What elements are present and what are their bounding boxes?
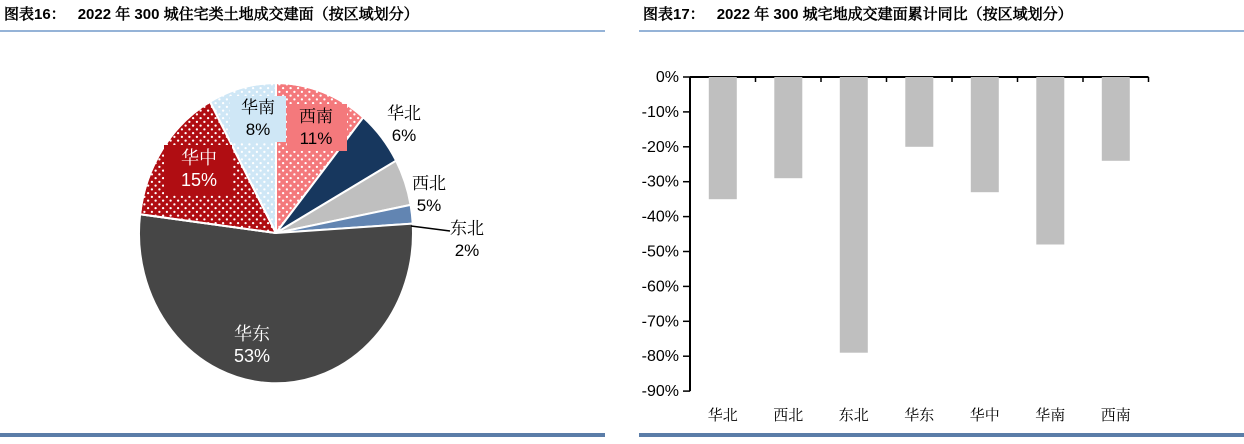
figure16-panel bbox=[0, 0, 605, 444]
figure16-title bbox=[4, 5, 603, 25]
pie-label-value-huadong: 53% bbox=[233, 346, 271, 366]
x-category-label-xinan: 西南 bbox=[1100, 407, 1131, 424]
pie-label-name-xinan: 西南 bbox=[299, 107, 333, 126]
y-tick-label-30: -30% bbox=[641, 173, 679, 191]
bar-huanan bbox=[1036, 77, 1064, 245]
x-category-label-huabei: 华北 bbox=[707, 407, 738, 424]
bar-huazhong bbox=[971, 77, 999, 192]
pie-label-value-huanan: 8% bbox=[245, 120, 271, 139]
pie-chart-land-area-by-region bbox=[0, 32, 605, 430]
x-category-label-huanan: 华南 bbox=[1035, 407, 1066, 424]
bar-xinan bbox=[1102, 77, 1130, 161]
pie-label-name-huadong: 华东 bbox=[234, 324, 270, 344]
x-category-label-huazhong: 华中 bbox=[969, 407, 1000, 424]
figure16-title-number: 图表16： bbox=[4, 6, 66, 23]
pie-label-value-huazhong: 15% bbox=[180, 170, 218, 190]
bar-dongbei bbox=[840, 77, 868, 353]
pie-label-name-xibei: 西北 bbox=[412, 174, 446, 193]
y-tick-label-20: -20% bbox=[641, 138, 679, 156]
bar-chart-yoy-by-region bbox=[639, 32, 1244, 430]
pie-label-value-dongbei: 2% bbox=[454, 241, 480, 260]
y-tick-label-50: -50% bbox=[641, 243, 679, 261]
x-category-label-xibei: 西北 bbox=[773, 407, 804, 424]
pie-label-value-huabei: 6% bbox=[391, 126, 417, 145]
pie-label-value-xinan: 11% bbox=[299, 129, 333, 148]
y-tick-label-40: -40% bbox=[641, 208, 679, 226]
y-tick-label-70: -70% bbox=[641, 313, 679, 331]
y-tick-label-0: 0% bbox=[655, 69, 679, 86]
figure17-bottom-rule bbox=[639, 433, 1244, 437]
pie-label-name-huazhong: 华中 bbox=[181, 148, 217, 168]
pie-label-value-xibei: 5% bbox=[416, 196, 442, 215]
figure17-title-text: 2022 年 300 城宅地成交建面累计同比（按区域划分） bbox=[716, 6, 1073, 23]
y-tick-label-80: -80% bbox=[641, 348, 679, 366]
bar-xibei bbox=[774, 77, 802, 178]
y-tick-label-60: -60% bbox=[641, 278, 679, 296]
pie-label-name-huanan: 华南 bbox=[241, 98, 275, 117]
x-category-label-dongbei: 东北 bbox=[838, 407, 869, 424]
bar-huadong bbox=[905, 77, 933, 147]
y-tick-label-90: -90% bbox=[641, 383, 679, 401]
pie-leader-line-dongbei bbox=[411, 226, 450, 231]
x-category-label-huadong: 华东 bbox=[904, 407, 935, 424]
pie-slice-huadong bbox=[139, 214, 413, 383]
figure16-title-text: 2022 年 300 城住宅类土地成交建面（按区域划分） bbox=[77, 6, 419, 23]
figure17-title bbox=[643, 5, 1242, 25]
figure16-bottom-rule bbox=[0, 433, 605, 437]
figure17-title-number: 图表17： bbox=[643, 6, 705, 23]
figure17-panel bbox=[639, 0, 1244, 444]
pie-label-name-huabei: 华北 bbox=[387, 104, 421, 123]
bar-huabei bbox=[709, 77, 737, 199]
pie-label-name-dongbei: 东北 bbox=[450, 219, 484, 238]
y-tick-label-10: -10% bbox=[641, 103, 679, 121]
bar-series bbox=[709, 77, 1130, 353]
